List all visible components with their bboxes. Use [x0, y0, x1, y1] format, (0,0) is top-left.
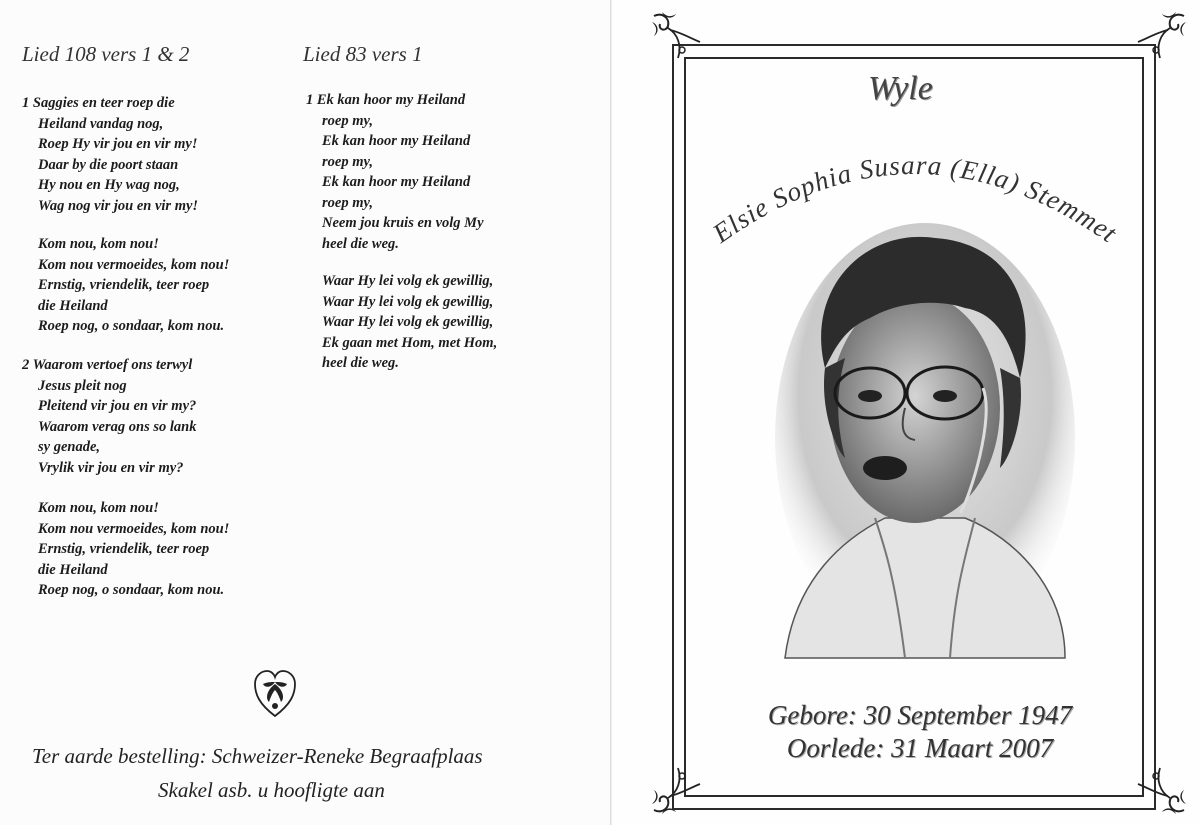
lyric-line: Waar Hy lei volg ek gewillig, — [322, 273, 494, 289]
lyric-line: die Heiland — [38, 561, 108, 578]
lyric-line: heel die weg. — [322, 235, 399, 252]
deceased-name: Elsie Sophia Susara (Ella) Stemmet — [707, 149, 1123, 249]
flourish-corner-icon — [1130, 8, 1190, 68]
portrait-photo — [765, 218, 1075, 668]
lyric-line: Heiland vandag nog, — [38, 115, 164, 132]
lyric-line: Neem jou kruis en volg My — [322, 215, 484, 231]
lyric-line: Vrylik vir jou en vir my? — [38, 459, 184, 476]
lyric-line: Waarom verag ons so lank — [38, 418, 197, 435]
lyric-line: roep my, — [322, 112, 374, 129]
lyric-line: Jesus pleit nog — [38, 377, 127, 394]
lyric-line: Waar Hy lei volg ek gewillig, — [322, 293, 494, 310]
lyric-line: Pleitend vir jou en vir my? — [38, 398, 197, 414]
lyric-line: Kom nou vermoeides, kom nou! — [38, 256, 230, 273]
memorial-heading: Wyle — [868, 70, 933, 107]
lyric-line: Ek gaan met Hom, met Hom, — [322, 334, 498, 351]
lyric-line: Ek kan hoor my Heiland — [322, 174, 471, 190]
lyric-line: Wag nog vir jou en vir my! — [38, 197, 199, 214]
song1-stanza-1 — [22, 93, 198, 216]
song1-stanza-2 — [22, 355, 196, 478]
birth-date: Gebore: 30 September 1947 — [767, 700, 1073, 730]
lyric-line: Hy nou en Hy wag nog, — [38, 177, 180, 193]
lyric-line: 1 Saggies en teer roep die — [22, 95, 175, 111]
lyric-line: Kom nou vermoeides, kom nou! — [38, 520, 230, 537]
lyric-line: Kom nou, kom nou! — [38, 236, 159, 252]
lyric-line: Ernstig, vriendelik, teer roep — [38, 541, 210, 557]
song2-title: Lied 83 vers 1 — [303, 42, 423, 66]
lyric-line: Roep nog, o sondaar, kom nou. — [38, 582, 225, 598]
lyric-line: Waar Hy lei volg ek gewillig, — [322, 314, 494, 330]
song1-title: Lied 108 vers 1 & 2 — [22, 42, 190, 66]
lyric-line: heel die weg. — [322, 355, 399, 371]
lyric-line: sy genade, — [38, 439, 101, 455]
lyric-line: Ek kan hoor my Heiland — [322, 133, 471, 149]
lyric-line: roep my, — [322, 194, 374, 211]
floral-heart-icon — [253, 668, 297, 720]
lyric-line: Roep nog, o sondaar, kom nou. — [38, 318, 225, 334]
death-date: Oorlede: 31 Maart 2007 — [786, 733, 1054, 763]
flourish-corner-icon — [648, 758, 708, 818]
song2-chorus — [306, 271, 497, 374]
burial-notice: Ter aarde bestelling: Schweizer-Reneke Begraafplaas — [32, 744, 483, 768]
lyric-line: 1 Ek kan hoor my Heiland — [306, 92, 466, 108]
lyric-line: roep my, — [322, 153, 374, 170]
headlights-notice: Skakel asb. u hoofligte aan — [158, 778, 385, 802]
song1-chorus-2 — [22, 498, 229, 601]
lyric-line: Kom nou, kom nou! — [38, 500, 159, 516]
lyric-line: die Heiland — [38, 297, 108, 314]
song1-chorus-1 — [22, 234, 229, 337]
lyric-line: Roep Hy vir jou en vir my! — [38, 136, 198, 152]
lyric-line: 2 Waarom vertoef ons terwyl — [22, 357, 193, 373]
flourish-corner-icon — [648, 8, 708, 68]
flourish-corner-icon — [1130, 758, 1190, 818]
song2-stanza-1 — [306, 90, 484, 254]
lyric-line: Ernstig, vriendelik, teer roep — [38, 277, 210, 293]
lyric-line: Daar by die poort staan — [38, 156, 179, 173]
